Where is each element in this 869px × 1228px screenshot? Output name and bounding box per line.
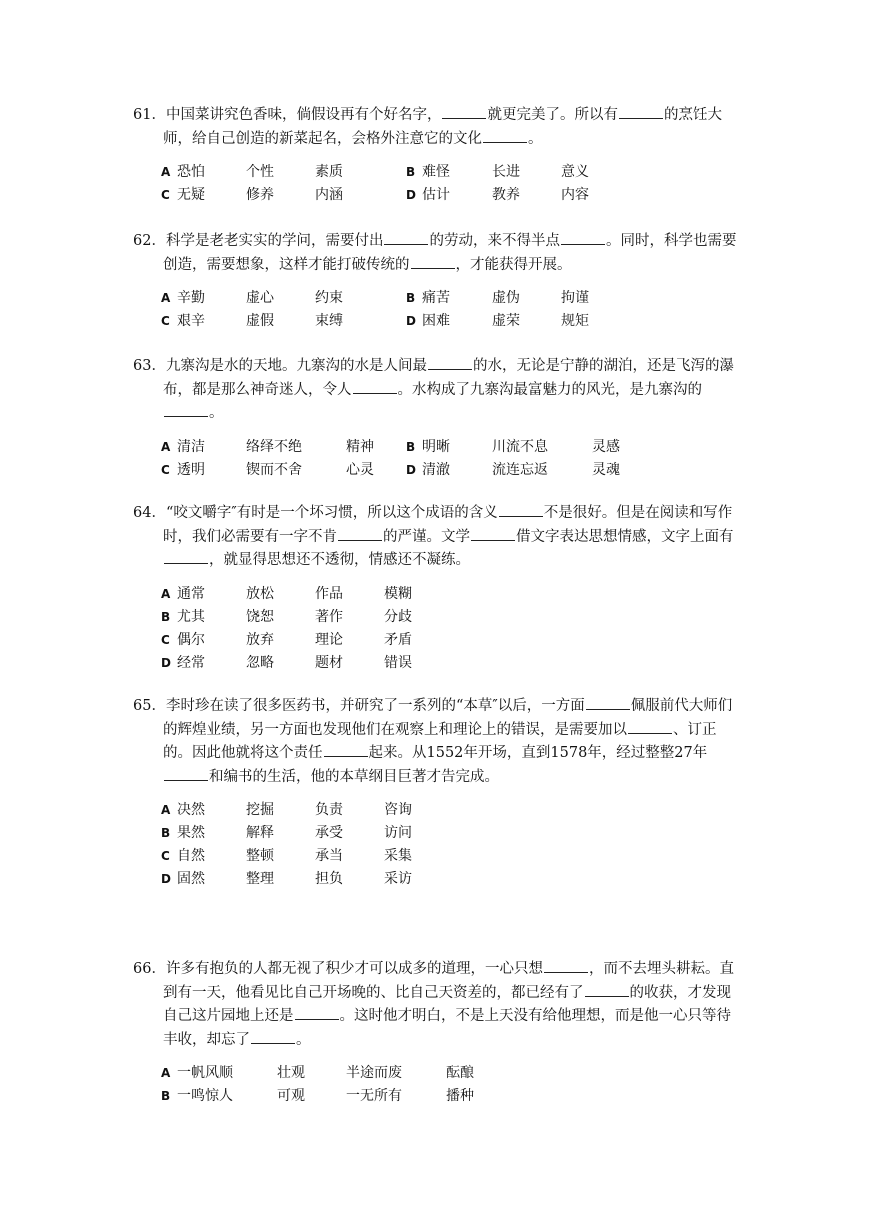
options xyxy=(133,161,743,207)
option-letter: A xyxy=(161,439,171,454)
option-word: 一帆风顺 xyxy=(177,1065,233,1081)
blank xyxy=(442,104,486,119)
option-word: 流连忘返 xyxy=(492,461,548,478)
question-stem: 65．李时珍在读了很多医药书，并研究了一系列的“本草″以后，一方面 佩服前代大师们的辉煌业绩，另一方面也发现他们在观察上和理论上的错误，是需要加以 、订正的。因此他就将这个责任 起来。从1552年开场，直到1578年，经过整整27年和编书的生活，他的本草纲目巨著才告完成。 xyxy=(133,695,743,789)
option-word: 偶尔 xyxy=(177,631,205,648)
option-word: 放弃 xyxy=(246,631,274,648)
options xyxy=(133,799,743,891)
option-letter: C xyxy=(161,462,170,477)
blank xyxy=(561,230,605,245)
option-word: 决然 xyxy=(177,802,205,818)
option-word: 透明 xyxy=(177,461,205,478)
option-word: 意义 xyxy=(561,164,589,180)
options xyxy=(133,1062,743,1108)
option-row xyxy=(161,629,743,652)
question-62 xyxy=(133,230,743,333)
option-letter: B xyxy=(161,826,171,840)
option-word: 灵魂 xyxy=(592,461,620,478)
option-word: 固然 xyxy=(177,871,205,887)
option-letter: D xyxy=(161,655,171,670)
option-word: 半途而废 xyxy=(346,1065,402,1081)
option-word: 虚荣 xyxy=(492,313,520,329)
option-letter: D xyxy=(406,188,416,202)
option-letter: C xyxy=(161,314,170,328)
question-number: 63． xyxy=(133,358,166,374)
blank xyxy=(499,502,543,517)
blank xyxy=(544,958,588,973)
blank xyxy=(483,128,527,143)
blank xyxy=(164,766,208,781)
question-66 xyxy=(133,958,743,1108)
option-word: 访问 xyxy=(384,825,412,841)
question-stem: 66．许多有抱负的人都无视了积少才可以成多的道理，一心只想 ，而不去埋头耕耘。直到有一天，他看见比自己开场晚的、比自己天资差的，都已经有了 的收获，才发现自己这片园地上还是 。这时他才明白，不是上天没有给他理想，而是他一心只等待丰收，却忘了 。 xyxy=(133,958,743,1052)
option-row xyxy=(161,310,743,333)
option-word: 咨询 xyxy=(384,802,412,818)
question-number: 66． xyxy=(133,961,166,977)
option-word: 可观 xyxy=(277,1088,305,1104)
options xyxy=(133,287,743,333)
option-word: 清洁 xyxy=(177,438,205,455)
option-word: 整顿 xyxy=(246,848,274,864)
blank xyxy=(295,1005,339,1020)
option-letter: A xyxy=(161,586,171,601)
option-word: 个性 xyxy=(246,164,274,180)
option-word: 恐怕 xyxy=(177,164,205,180)
blank xyxy=(428,355,472,370)
option-word: 整理 xyxy=(246,871,274,887)
option-row xyxy=(161,822,743,845)
option-word: 困难 xyxy=(422,313,450,329)
option-row xyxy=(161,1062,743,1085)
option-letter: B xyxy=(406,291,416,305)
blank xyxy=(471,526,515,541)
option-letter: D xyxy=(406,462,416,477)
option-row xyxy=(161,583,743,606)
option-word: 素质 xyxy=(315,164,343,180)
blank xyxy=(585,982,629,997)
options xyxy=(133,583,743,675)
option-letter: C xyxy=(161,849,170,863)
option-word: 题材 xyxy=(315,654,343,671)
option-letter: D xyxy=(161,872,171,886)
option-letter: A xyxy=(161,1066,171,1080)
option-word: 束缚 xyxy=(315,313,343,329)
blank xyxy=(411,254,455,269)
option-letter: A xyxy=(161,165,171,179)
blank xyxy=(338,526,382,541)
option-word: 虚假 xyxy=(246,313,274,329)
option-word: 川流不息 xyxy=(492,438,548,455)
option-word: 自然 xyxy=(177,848,205,864)
question-63 xyxy=(133,355,743,482)
option-letter: B xyxy=(161,609,171,624)
blank xyxy=(384,230,428,245)
option-word: 理论 xyxy=(315,631,343,648)
question-stem: 62．科学是老老实实的学问，需要付出 的劳动，来不得半点 。同时，科学也需要创造，需要想象，这样才能打破传统的 ，才能获得开展。 xyxy=(133,230,743,277)
question-stem: 63．九寨沟是水的天地。九寨沟的水是人间最 的水，无论是宁静的湖泊，还是飞泻的瀑布，都是那么神奇迷人，令人 。水构成了九寨沟最富魅力的风光，是九寨沟的。 xyxy=(133,355,743,426)
option-word: 内涵 xyxy=(315,187,343,203)
option-letter: B xyxy=(406,165,416,179)
option-word: 艰辛 xyxy=(177,313,205,329)
option-row xyxy=(161,161,743,184)
question-number: 65． xyxy=(133,698,166,714)
blank xyxy=(586,695,630,710)
option-row xyxy=(161,799,743,822)
blank xyxy=(628,719,672,734)
question-number: 64． xyxy=(133,505,166,521)
option-word: 作品 xyxy=(315,585,343,602)
option-word: 模糊 xyxy=(384,585,412,602)
option-letter: A xyxy=(161,803,171,817)
question-65 xyxy=(133,695,743,891)
option-letter: C xyxy=(161,632,170,647)
option-word: 矛盾 xyxy=(384,631,412,648)
option-word: 采集 xyxy=(384,848,412,864)
question-number: 61． xyxy=(133,107,166,123)
option-row xyxy=(161,845,743,868)
option-row xyxy=(161,287,743,310)
option-word: 酝酿 xyxy=(446,1065,474,1081)
option-word: 精神 xyxy=(346,438,374,455)
option-word: 播种 xyxy=(446,1088,474,1104)
option-word: 担负 xyxy=(315,871,343,887)
option-letter: B xyxy=(406,439,416,454)
option-word: 解释 xyxy=(246,825,274,841)
option-word: 壮观 xyxy=(277,1065,305,1081)
option-word: 长进 xyxy=(492,164,520,180)
option-letter: A xyxy=(161,291,171,305)
option-word: 通常 xyxy=(177,585,205,602)
option-word: 虚伪 xyxy=(492,290,520,306)
question-64 xyxy=(133,502,743,675)
option-word: 承受 xyxy=(315,825,343,841)
option-word: 辛勤 xyxy=(177,290,205,306)
option-row xyxy=(161,1085,743,1108)
option-row xyxy=(161,868,743,891)
option-word: 挖掘 xyxy=(246,802,274,818)
option-word: 络绎不绝 xyxy=(246,438,302,455)
options xyxy=(133,436,743,482)
option-word: 规矩 xyxy=(561,313,589,329)
option-word: 痛苦 xyxy=(422,290,450,306)
question-stem: 61．中国菜讲究色香味，倘假设再有个好名字， 就更完美了。所以有 的烹饪大师，给自己创造的新菜起名，会格外注意它的文化 。 xyxy=(133,104,743,151)
option-word: 忽略 xyxy=(246,654,274,671)
option-word: 一鸣惊人 xyxy=(177,1088,233,1104)
option-word: 教养 xyxy=(492,187,520,203)
option-word: 错误 xyxy=(384,654,412,671)
option-word: 采访 xyxy=(384,871,412,887)
option-word: 放松 xyxy=(246,585,274,602)
blank xyxy=(164,402,208,417)
option-word: 一无所有 xyxy=(346,1088,402,1104)
question-number: 62． xyxy=(133,233,166,249)
option-word: 约束 xyxy=(315,290,343,306)
option-word: 修养 xyxy=(246,187,274,203)
question-stem: 64．“咬文嚼字″有时是一个坏习惯，所以这个成语的含义 不是很好。但是在阅读和写作时，我们必需要有一字不肯 的严谨。文学 借文字表达思想情感，文字上面有，就显得思想还不透彻，情感还不凝练。 xyxy=(133,502,743,573)
option-row xyxy=(161,436,743,459)
option-word: 内容 xyxy=(561,187,589,203)
question-61 xyxy=(133,104,743,207)
blank xyxy=(164,549,208,564)
blank xyxy=(251,1029,295,1044)
option-word: 难怪 xyxy=(422,164,450,180)
option-letter: C xyxy=(161,188,170,202)
option-row xyxy=(161,652,743,675)
option-word: 清澈 xyxy=(422,461,450,478)
option-row xyxy=(161,184,743,207)
option-letter: D xyxy=(406,314,416,328)
option-row xyxy=(161,606,743,629)
option-word: 明晰 xyxy=(422,438,450,455)
option-word: 饶恕 xyxy=(246,608,274,625)
blank xyxy=(353,379,397,394)
option-word: 心灵 xyxy=(346,461,374,478)
option-letter: B xyxy=(161,1089,171,1103)
option-word: 灵感 xyxy=(592,438,620,455)
option-word: 锲而不舍 xyxy=(246,461,302,478)
option-word: 著作 xyxy=(315,608,343,625)
option-word: 经常 xyxy=(177,654,205,671)
option-word: 估计 xyxy=(422,187,450,203)
option-word: 无疑 xyxy=(177,187,205,203)
blank xyxy=(619,104,663,119)
option-row xyxy=(161,459,743,482)
option-word: 承当 xyxy=(315,848,343,864)
option-word: 分歧 xyxy=(384,608,412,625)
option-word: 负责 xyxy=(315,802,343,818)
option-word: 果然 xyxy=(177,825,205,841)
option-word: 拘谨 xyxy=(561,290,589,306)
blank xyxy=(324,742,368,757)
option-word: 尤其 xyxy=(177,608,205,625)
option-word: 虚心 xyxy=(246,290,274,306)
